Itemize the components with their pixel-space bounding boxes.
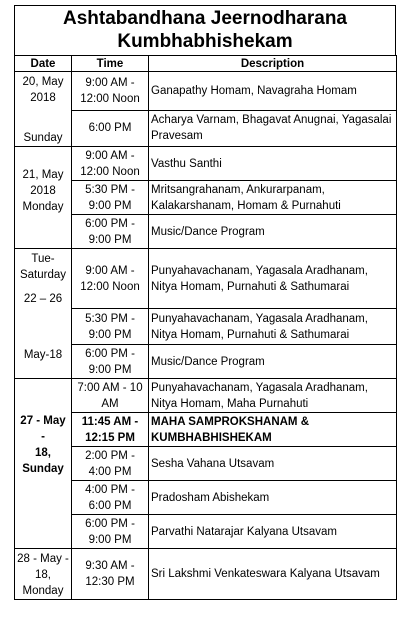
- date-cell: [15, 379, 72, 549]
- title-line-2: Kumbhabhishekam: [117, 31, 293, 52]
- date-text: 18,: [35, 569, 51, 581]
- time-cell: 7:00 AM - 10 AM: [72, 379, 149, 413]
- description-cell: Music/Dance Program: [149, 345, 397, 379]
- description-cell: Punyahavachanam, Yagasala Aradhanam, Nitya Homam, Purnahuti & Sathumarai: [149, 309, 397, 345]
- title-line-1: Ashtabandhana Jeernodharana: [62, 8, 348, 29]
- table-row: [15, 309, 397, 345]
- description-cell: Punyahavachanam, Yagasala Aradhanam, Nitya Homam, Maha Purnahuti: [149, 379, 397, 413]
- date-text: 18,: [35, 447, 51, 459]
- date-text: 22 – 26: [23, 293, 63, 305]
- date-text: Saturday: [19, 269, 67, 281]
- description-cell: Sesha Vahana Utsavam: [149, 447, 397, 481]
- table-row: [15, 549, 397, 600]
- table-row: [15, 181, 397, 215]
- date-text: Sunday: [22, 463, 64, 475]
- table-row: [15, 413, 397, 447]
- description-cell: Sri Lakshmi Venkateswara Kalyana Utsavam: [149, 549, 397, 600]
- table-row: [15, 249, 397, 309]
- time-cell: 9:00 AM - 12:00 Noon: [72, 72, 149, 111]
- table-row: [15, 379, 397, 413]
- date-cell: [15, 147, 72, 249]
- date-text: Monday: [22, 201, 64, 213]
- description-cell: Acharya Varnam, Bhagavat Anugnai, Yagasalai Pravesam: [149, 110, 397, 146]
- date-text: 27 - May -: [20, 415, 66, 443]
- time-cell: 11:45 AM - 12:15 PM: [72, 413, 149, 447]
- description-cell: Punyahavachanam, Yagasala Aradhanam, Nitya Homam, Purnahuti & Sathumarai: [149, 249, 397, 309]
- time-cell: 6:00 PM: [72, 110, 149, 146]
- table-row: [15, 72, 397, 111]
- description-cell: Vasthu Santhi: [149, 147, 397, 181]
- time-cell: 5:30 PM - 9:00 PM: [72, 181, 149, 215]
- header-row: [15, 56, 397, 72]
- date-cell: [15, 249, 72, 379]
- time-cell: 9:00 AM - 12:00 Noon: [72, 249, 149, 309]
- time-cell: 6:00 PM - 9:00 PM: [72, 515, 149, 549]
- date-text: Tue-: [31, 253, 55, 265]
- table-row: [15, 147, 397, 181]
- time-cell: 2:00 PM - 4:00 PM: [72, 447, 149, 481]
- date-text: 20, May: [22, 76, 64, 88]
- table-row: [15, 481, 397, 515]
- description-cell: Parvathi Natarajar Kalyana Utsavam: [149, 515, 397, 549]
- date-text: 2018: [30, 92, 56, 104]
- date-cell: [15, 549, 72, 600]
- header-description: Description: [149, 56, 397, 72]
- schedule-sheet: [14, 5, 396, 600]
- description-cell: Mritsangrahanam, Ankurarpanam, Kalakarshanam, Homam & Purnahuti: [149, 181, 397, 215]
- time-cell: 4:00 PM - 6:00 PM: [72, 481, 149, 515]
- description-cell: Music/Dance Program: [149, 215, 397, 249]
- description-cell: Pradosham Abishekam: [149, 481, 397, 515]
- date-cell: [15, 72, 72, 147]
- description-cell: MAHA SAMPROKSHANAM & KUMBHABHISHEKAM: [149, 413, 397, 447]
- schedule-table: [14, 55, 397, 600]
- table-row: [15, 215, 397, 249]
- time-cell: 6:00 PM - 9:00 PM: [72, 345, 149, 379]
- date-text: Monday: [22, 585, 64, 597]
- date-text: May-18: [23, 349, 63, 361]
- table-row: [15, 345, 397, 379]
- header-time: Time: [72, 56, 149, 72]
- date-text: 21, May: [22, 169, 64, 181]
- time-cell: 6:00 PM - 9:00 PM: [72, 215, 149, 249]
- time-cell: 5:30 PM - 9:00 PM: [72, 309, 149, 345]
- table-row: [15, 515, 397, 549]
- date-text: 28 - May -: [17, 553, 69, 565]
- document-title: [14, 5, 396, 55]
- table-row: [15, 447, 397, 481]
- time-cell: 9:00 AM - 12:00 Noon: [72, 147, 149, 181]
- table-row: [15, 110, 397, 146]
- description-cell: Ganapathy Homam, Navagraha Homam: [149, 72, 397, 111]
- date-text: 2018: [30, 185, 56, 197]
- header-date: Date: [15, 56, 72, 72]
- date-text: Sunday: [23, 132, 63, 144]
- time-cell: 9:30 AM - 12:30 PM: [72, 549, 149, 600]
